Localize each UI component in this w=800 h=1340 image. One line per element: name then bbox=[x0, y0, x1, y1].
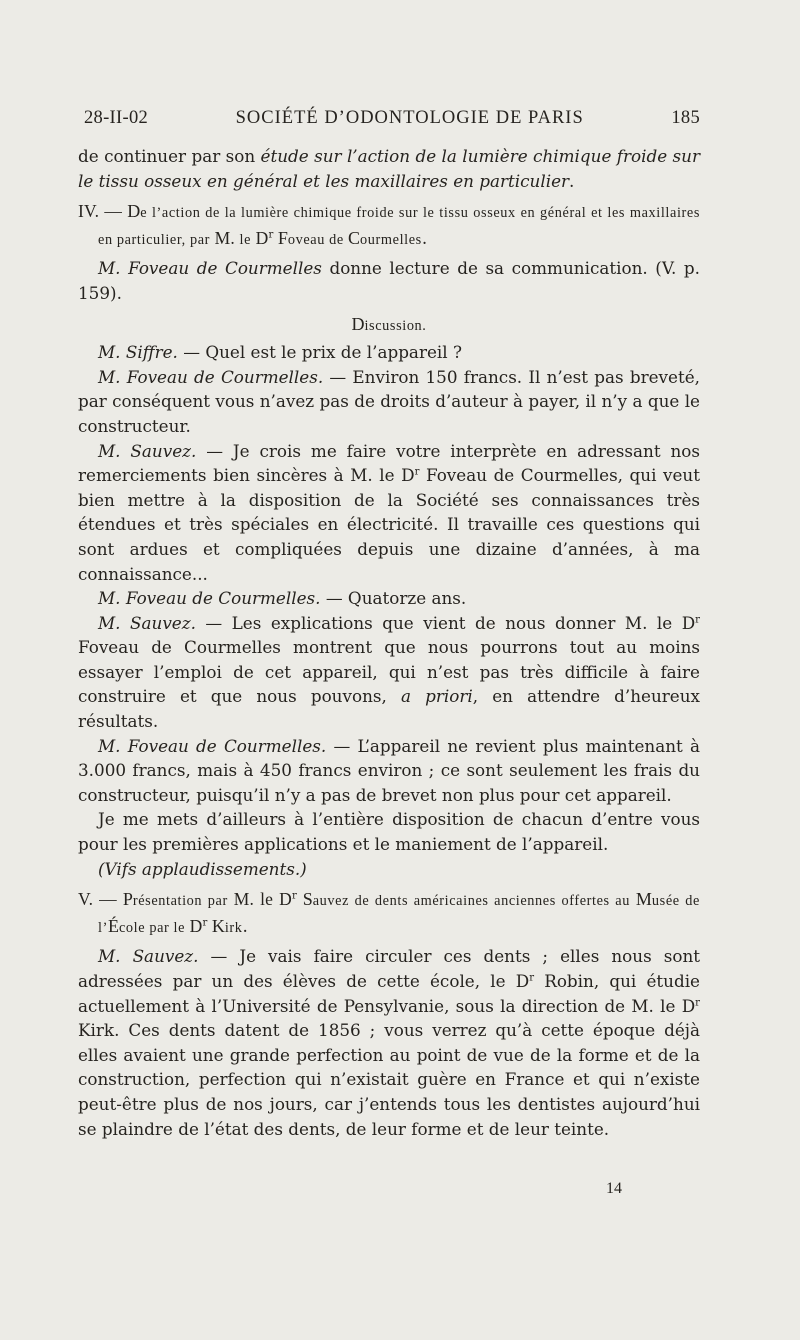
reading-paragraph: M. Foveau de Courmelles donne lecture de sa communication. (V. p. 159). bbox=[78, 258, 701, 303]
intro-paragraph: de continuer par son étude sur l’action de la lumière chimique froide sur le tissu osseux en général et les maxillaires en particulier. bbox=[78, 146, 700, 191]
applause-note: (Vifs applaudissements.) bbox=[98, 858, 307, 879]
dialogue-foveau-2: M. Foveau de Courmelles. — Quatorze ans. bbox=[98, 588, 467, 609]
dialogue-foveau-3-continued: Je me mets d’ailleurs à l’entière disposition de chacun d’entre vous pour les premières applications et le maniement de l’appareil. bbox=[78, 809, 700, 855]
running-header bbox=[84, 108, 700, 129]
page-number: 185 bbox=[671, 108, 700, 128]
section-v-heading: V. — Présentation par M. le $D^r$ Sauvez de dents américaines anciennes offertes au Musée de l’École par le $D^r$ Kirk. bbox=[78, 889, 700, 936]
discussion-heading: Discussion. bbox=[351, 313, 427, 334]
dialogue-sauvez-1: M. Sauvez. — Je crois me faire votre interprète en adressant nos remerciements bien sincères à M. le $D^r$ Foveau de Courmelles, qui veut bien mettre à la disposition de la Société ses connaissances très étendues et très spéciales en électricité. Il travaille ces questions qui sont ardues et compliquées depuis une dizaine d’années, à ma connaissance... bbox=[78, 440, 700, 584]
header-date: 28-II-02 bbox=[84, 108, 149, 128]
dialogue-siffre: M. Siffre. — Quel est le prix de l’appareil ? bbox=[98, 342, 462, 363]
dialogue-sauvez-3: M. Sauvez. — Je vais faire circuler ces dents ; elles nous sont adressées par un des élèves de cette école, le $D^r$ Robin, qui étudie actuellement à l’Université de Pensylvanie, sous la direction de M. le $D^r$ Kirk. Ces dents datent de 1856 ; vous verrez qu’à cette époque déjà elles avaient une grande perfection au point de vue de la forme et de la construction, perfection qui n’existait guère en France et qui n’existe peut-être plus de nos jours, car j’entends tous les dentistes aujourd’hui se plaindre de l’état des dents, de leur forme et de leur teinte. bbox=[78, 946, 700, 1139]
dialogue-sauvez-2: M. Sauvez. — Les explications que vient de nous donner M. le $D^r$ Foveau de Courmelles montrent que nous pourrons tout au moins essayer l’emploi de cet appareil, qui n’est pas très difficile à faire construire et que nous pouvons, a priori, en attendre d’heureux résultats. bbox=[78, 612, 700, 732]
header-journal-title: SOCIÉTÉ D’ODONTOLOGIE DE PARIS bbox=[235, 108, 584, 128]
body-text bbox=[78, 144, 700, 1141]
dialogue-foveau-1: M. Foveau de Courmelles. — Environ 150 francs. Il n’est pas breveté, par conséquent vous n’avez pas de droits d’auteur à payer, il n’y a que le constructeur. bbox=[78, 366, 700, 436]
section-iv-heading: IV. — De l’action de la lumière chimique froide sur le tissu osseux en général et les maxillaires en particulier, par M. le $D^r$ Foveau de Courmelles. bbox=[78, 201, 700, 248]
signature-mark: 14 bbox=[606, 1180, 622, 1197]
dialogue-foveau-3: M. Foveau de Courmelles. — L’appareil ne revient plus maintenant à 3.000 francs, mais à 450 francs environ ; ce sont seulement les frais du constructeur, puisqu’il n’y a pas de brevet non plus pour cet appareil. bbox=[78, 735, 700, 805]
